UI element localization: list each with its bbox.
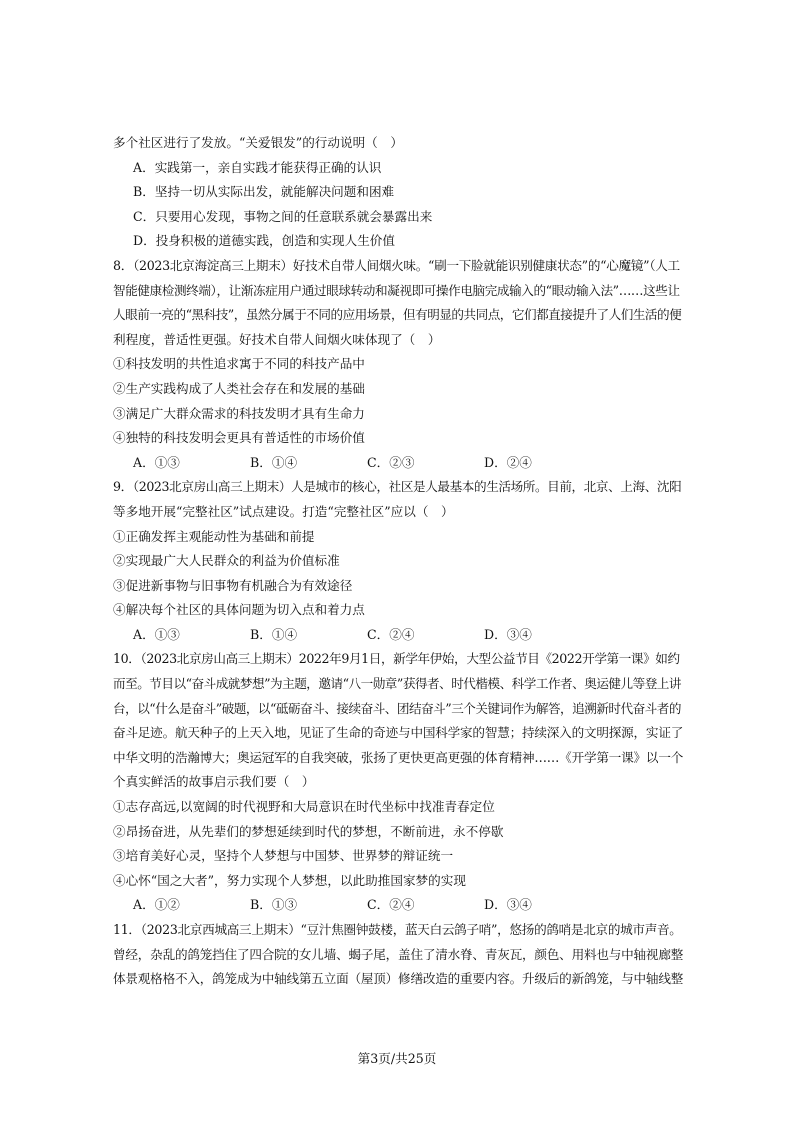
q9-statement-4: ④解决每个社区的具体问题为切入点和着力点 [113,602,365,618]
q7-option-c: C．只要用心发现，事物之间的任意联系就会暴露出来 [133,208,433,224]
q7-option-b: B．坚持一切从实际出发，就能解决问题和困难 [133,184,395,200]
q8-stem-line-3: 人眼前一亮的“黑科技”，虽然分属于不同的应用场景，但有明显的共同点，它们都直接提升了人们生活的便 [113,307,682,323]
q8-stem-line-2: 智能健康检测终端），让渐冻症用户通过眼球转动和凝视即可操作电脑完成输入的“眼动输入法”……这些让 [113,282,680,298]
page-number-label: 第3页/共25页 [357,1051,437,1066]
q10-statement-3: ③培育美好心灵，坚持个人梦想与中国梦、世界梦的辩证统一 [113,848,454,864]
q8-statement-2: ②生产实践构成了人类社会存在和发展的基础 [113,380,365,396]
q8-stem-line-1: 8．（2023北京海淀高三上期末）好技术自带人间烟火味。“刷一下脸就能识别健康状态”的“心魔镜”（人工 [113,257,680,273]
q9-statement-1: ①正确发挥主观能动性为基础和前提 [113,528,315,544]
q10-stem-line-1: 10．（2023北京房山高三上期末）2022年9月1日，新学年伊始，大型公益节目《2022开学第一课》如约 [113,651,680,667]
q8-statement-4: ④独特的科技发明会更具有普适性的市场价值 [113,430,365,446]
q9-stem-line-2: 等多地开展“完整社区”试点建设。打造“完整社区”应以（ ） [113,503,454,519]
q10-statement-1: ①志存高远,以宽阔的时代视野和大局意识在时代坐标中找准青春定位 [113,799,495,815]
q8-statement-1: ①科技发明的共性追求寓于不同的科技产品中 [113,356,365,372]
q10-choice-a: A．①② [133,897,180,913]
q10-choice-d: D．③④ [484,897,532,913]
q7-option-a: A．实践第一，亲自实践才能获得正确的认识 [133,159,382,175]
q9-statement-3: ③促进新事物与旧事物有机融合为有效途径 [113,577,353,593]
q8-stem-line-4: 利程度，普适性更强。好技术自带人间烟火味体现了（ ） [113,331,441,347]
q9-choices [113,623,683,648]
q10-statement-2: ②昂扬奋进，从先辈们的梦想延续到时代的梦想，不断前进，永不停歇 [113,823,504,839]
q8-choices [113,451,683,476]
q10-choice-c: C．②④ [367,897,415,913]
q11-stem-line-3: 体景观格格不入，鸽笼成为中轴线第五立面（屋顶）修缮改造的重要内容。升级后的新鸽笼，与中轴线整 [113,971,684,987]
q10-stem-line-4: 奋斗足迹。航天种子的上天入地，见证了生命的奇迹与中国科学家的智慧；持续深入的文明探源，实证了 [113,725,684,741]
q11-stem-line-1: 11．（2023北京西城高三上期末）“豆汁焦圈钟鼓楼，蓝天白云鸽子哨”，悠扬的鸽哨是北京的城市声音。 [113,922,682,937]
q9-stem-line-1: 9．（2023北京房山高三上期末）人是城市的核心，社区是人最基本的生活场所。目前，北京、上海、沈阳 [113,479,682,495]
q9-choice-a: A．①③ [133,626,180,642]
q8-choice-a: A．①③ [133,454,180,470]
q10-choices [113,893,683,918]
q9-statement-2: ②实现最广大人民群众的利益为价值标准 [113,553,340,569]
q10-stem-line-3: 台，以“什么是奋斗”破题，以“砥砺奋斗、接续奋斗、团结奋斗”三个关键词作为解答，追溯新时代奋斗者的 [113,700,681,716]
q8-choice-c: C．②③ [367,454,415,470]
q10-stem-line-2: 而至。节目以“奋斗成就梦想”为主题，邀请“八一勋章”获得者、时代楷模、科学工作者、奥运健儿等登上讲 [113,676,681,692]
q9-choice-d: D．③④ [484,626,532,642]
q10-stem-line-5: 中华文明的浩瀚博大；奥运冠军的自我突破，张扬了更快更高更强的体育精神……《开学第一课》以一个 [113,749,684,765]
q7-option-d: D．投身积极的道德实践，创造和实现人生价值 [133,233,395,249]
q8-choice-d: D．②④ [484,454,532,470]
q10-statement-4: ④心怀“国之大者”，努力实现个人梦想，以此助推国家梦的实现 [113,872,466,888]
q10-choice-b: B．①③ [250,897,298,913]
q8-statement-3: ③满足广大群众需求的科技发明才具有生命力 [113,405,365,421]
page-footer [0,1048,794,1067]
q7-stem-tail: 多个社区进行了发放。“关爱银发”的行动说明（ ） [113,135,403,150]
q9-choice-c: C．②④ [367,626,415,642]
document-content [113,131,683,992]
q8-choice-b: B．①④ [250,454,298,470]
q9-choice-b: B．①④ [250,626,298,642]
q11-stem-line-2: 曾经，杂乱的鸽笼挡住了四合院的女儿墙、蝎子尾，盖住了清水脊、青灰瓦，颜色、用料也与中轴视廊整 [113,946,684,962]
q10-stem-line-6: 个真实鲜活的故事启示我们要（ ） [113,774,315,790]
